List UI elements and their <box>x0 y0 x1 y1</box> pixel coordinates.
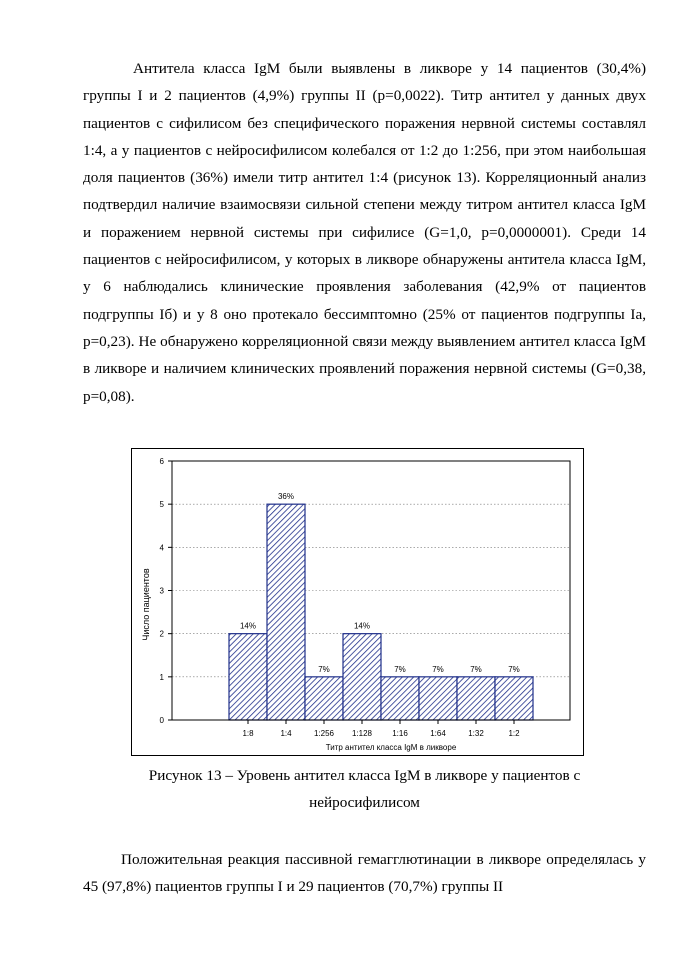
bar-chart <box>132 449 583 755</box>
bar <box>419 677 457 720</box>
caption-line-1: Рисунок 13 – Уровень антител класса IgM в ликворе у пациентов с <box>148 767 581 784</box>
figure-13-chart <box>131 448 584 756</box>
body-paragraph-1: Антитела класса IgM были выявлены в ликворе у 14 пациентов (30,4%) группы I и 2 пациентов (4,9%) группы II (p=0,0022). Титр антител у данных двух пациентов с сифилисом без специфического поражения нервной системы составлял 1:4, а у пациентов с нейросифилисом колебался от 1:2 до 1:256, при этом наибольшая доля пациентов (36%) имели титр антител 1:4 (рисунок 13). Корреляционный анализ подтвердил наличие взаимосвязи сильной степени между титром антител класса IgM и поражением нервной системы при сифилисе (G=1,0, p=0,0000001). Среди 14 пациентов с нейросифилисом, у которых в ликворе обнаружены антитела класса IgM, у 6 наблюдались клинические проявления заболевания (42,9% от пациентов подгруппы Iб) и у 8 оно протекало бессимптомно (25% от пациентов подгруппы Iа, p=0,23). Не обнаружено корреляционной связи между выявлением антител класса IgM в ликворе и наличием клинических проявлений поражения нервной системы (G=0,38, p=0,08). <box>83 60 646 405</box>
bar-data-label: 7% <box>432 664 444 674</box>
y-tick-label: 1 <box>159 672 164 682</box>
x-tick-label: 1:64 <box>430 729 446 738</box>
y-axis-label: Число пациентов <box>141 568 151 641</box>
y-tick-label: 4 <box>159 543 164 553</box>
bar-data-label: 7% <box>318 664 330 674</box>
bar <box>305 677 343 720</box>
figure-caption <box>83 762 646 816</box>
bar-data-label: 7% <box>470 664 482 674</box>
x-tick-label: 1:8 <box>242 729 254 738</box>
x-tick-label: 1:16 <box>392 729 408 738</box>
bar <box>495 677 533 720</box>
bar-data-label: 36% <box>277 492 295 502</box>
bar <box>457 677 495 720</box>
bar-data-label: 14% <box>239 621 257 631</box>
x-tick-label: 1:4 <box>280 729 292 738</box>
bar <box>381 677 419 720</box>
body-paragraph-2: Положительная реакция пассивной гемагглютинации в ликворе определялась у 45 (97,8%) пациентов группы I и 29 пациентов (70,7%) группы II <box>83 851 646 896</box>
y-tick-label: 6 <box>159 457 164 466</box>
x-tick-label: 1:256 <box>313 729 335 738</box>
x-tick-label: 1:128 <box>351 729 373 738</box>
bar-data-label: 14% <box>353 621 371 631</box>
x-axis-label: Титр антител класса IgM в ликворе <box>325 743 457 752</box>
y-tick-label: 0 <box>159 716 164 725</box>
bar <box>229 634 267 720</box>
bar-data-label: 7% <box>394 664 406 674</box>
bar <box>267 504 305 720</box>
y-tick-label: 2 <box>159 629 164 639</box>
bar <box>343 634 381 720</box>
x-tick-label: 1:2 <box>508 729 520 738</box>
caption-line-2: нейросифилисом <box>309 794 420 811</box>
y-tick-label: 3 <box>159 586 164 596</box>
y-tick-label: 5 <box>159 500 164 510</box>
bar-data-label: 7% <box>508 664 520 674</box>
x-tick-label: 1:32 <box>468 729 484 738</box>
